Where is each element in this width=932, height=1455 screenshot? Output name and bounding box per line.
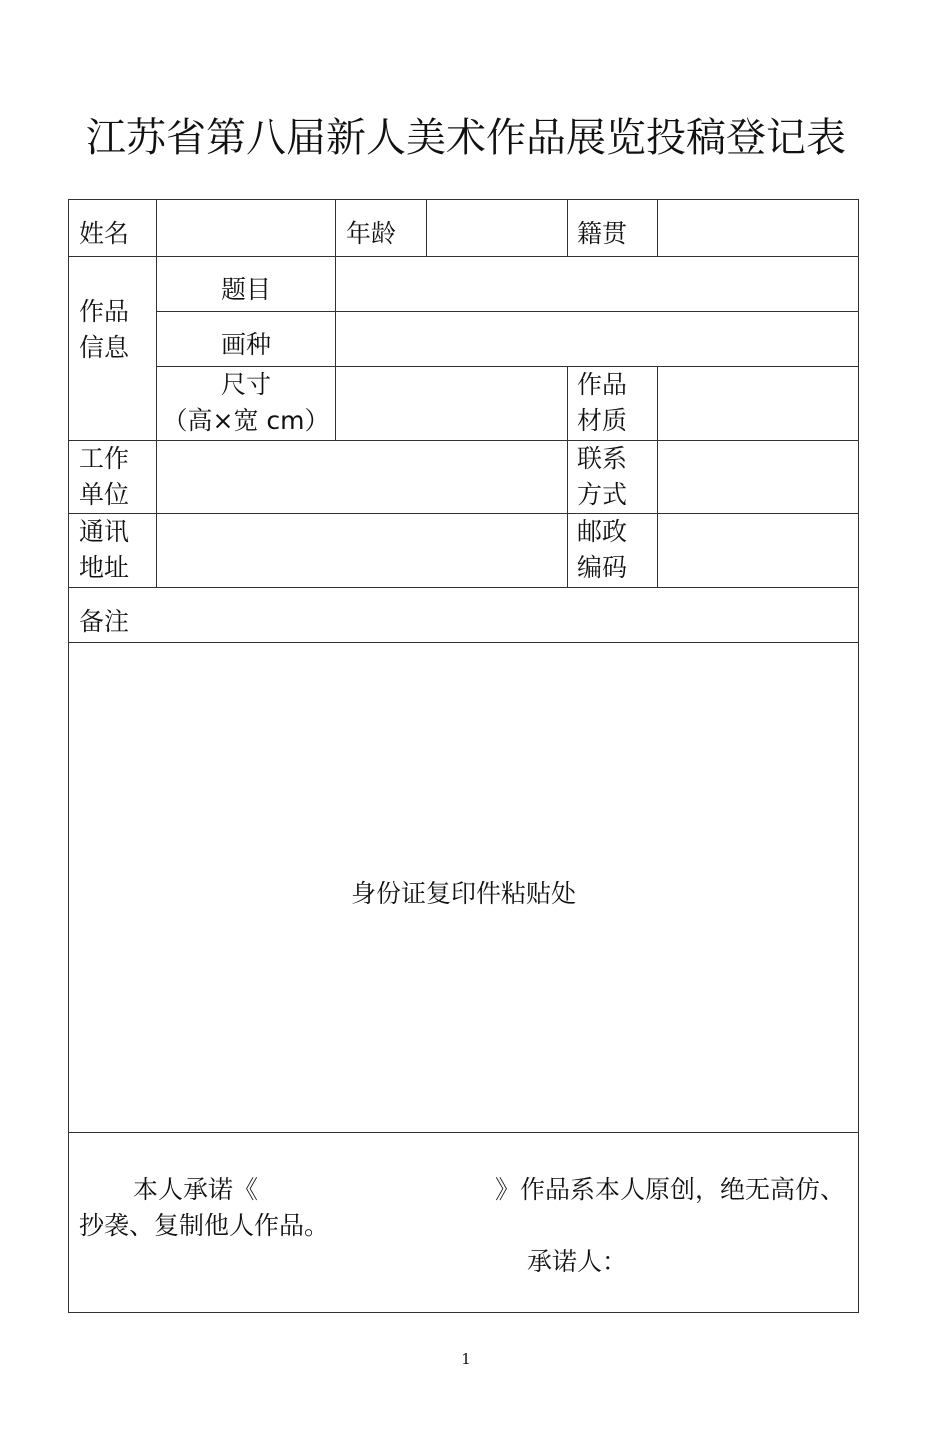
row-divider (69, 256, 858, 257)
material-label-line1: 作品 (577, 370, 628, 399)
work-info-label-line2: 信息 (79, 333, 130, 362)
col-divider (567, 366, 568, 587)
size-label-line1: 尺寸 (220, 370, 271, 399)
size-label (157, 367, 335, 439)
employer-label-line2: 单位 (79, 480, 130, 509)
postcode-label-line1: 邮政 (577, 517, 628, 546)
material-label-line2: 材质 (577, 406, 628, 435)
row-divider (69, 1132, 858, 1133)
address-label (79, 514, 129, 586)
postcode-label (577, 514, 627, 586)
material-label (577, 367, 627, 439)
row-divider (69, 587, 858, 588)
row-divider (69, 440, 858, 441)
contact-label (577, 441, 627, 513)
col-divider (567, 200, 568, 256)
page-number: 1 (461, 1350, 471, 1368)
size-label-line2: （高×宽 cm） (162, 406, 330, 435)
work-info-label-line1: 作品 (79, 297, 130, 326)
postcode-label-line2: 编码 (577, 553, 628, 582)
contact-label-line2: 方式 (577, 480, 628, 509)
col-divider (426, 200, 427, 256)
signer-label: 承诺人： (527, 1247, 628, 1276)
row-divider (69, 642, 858, 643)
age-label: 年龄 (346, 219, 397, 248)
col-divider (657, 200, 658, 256)
topic-label: 题目 (220, 275, 271, 304)
pledge-line1-end: 》作品系本人原创，绝无高仿、 (495, 1175, 846, 1204)
pledge-line1-start: 本人承诺《 (133, 1175, 259, 1204)
name-label: 姓名 (79, 219, 130, 248)
address-label-line1: 通讯 (79, 517, 130, 546)
remarks-label: 备注 (79, 607, 130, 636)
employer-label-line1: 工作 (79, 444, 130, 473)
employer-label (79, 441, 129, 513)
genre-label: 画种 (220, 330, 271, 359)
col-divider (335, 200, 336, 440)
pledge-line2: 抄袭、复制他人作品。 (79, 1211, 330, 1240)
address-label-line2: 地址 (79, 553, 130, 582)
row-divider (156, 311, 858, 312)
registration-form-table (68, 199, 859, 1313)
col-divider (657, 366, 658, 587)
row-divider (69, 513, 858, 514)
native-place-label: 籍贯 (577, 219, 628, 248)
contact-label-line1: 联系 (577, 444, 628, 473)
form-title: 江苏省第八届新人美术作品展览投稿登记表 (86, 115, 846, 161)
work-info-label (79, 294, 129, 366)
id-copy-paste-area-label: 身份证复印件粘贴处 (350, 879, 576, 908)
